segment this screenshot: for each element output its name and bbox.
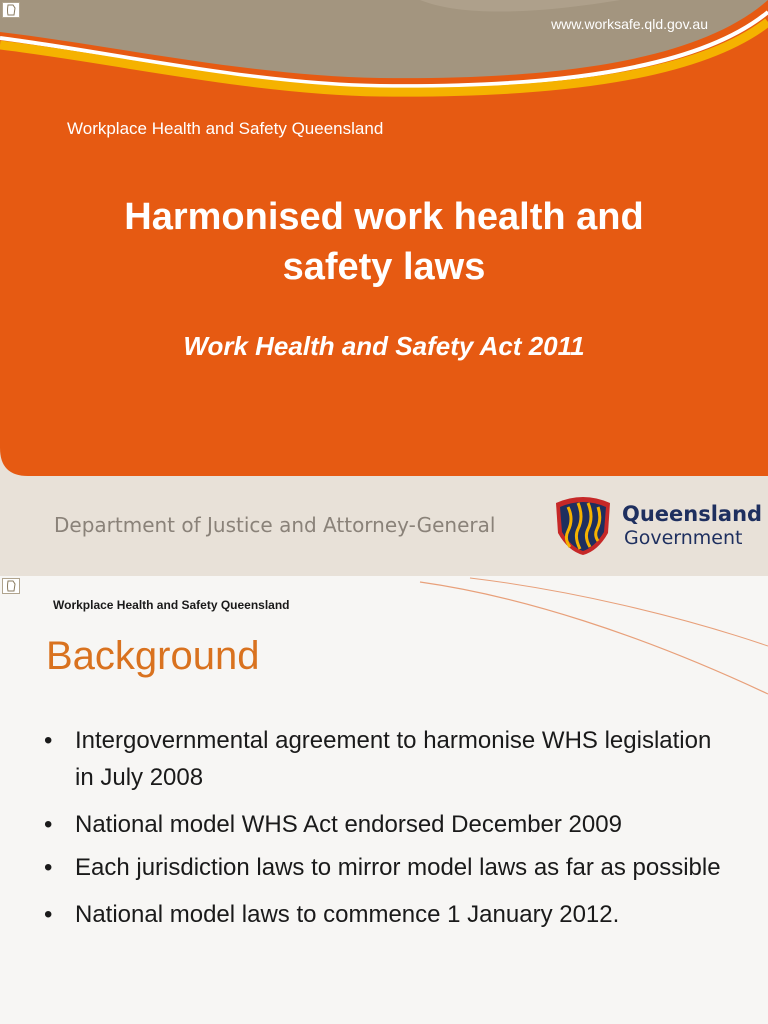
slide-title-line-2: safety laws — [282, 246, 486, 288]
background-slide — [0, 576, 768, 1024]
slide-icon — [2, 578, 20, 594]
slide-subtitle: Work Health and Safety Act 2011 — [183, 331, 585, 361]
website-url[interactable]: www.worksafe.qld.gov.au — [551, 16, 708, 32]
list-item: • National model WHS Act endorsed December 2009 — [44, 806, 724, 843]
slide-heading: Background — [46, 634, 260, 678]
list-item: • Each jurisdiction laws to mirror model laws as far as possible — [44, 849, 724, 886]
list-item: • Intergovernmental agreement to harmonise WHS legislation in July 2008 — [44, 722, 724, 796]
organisation-name: Workplace Health and Safety Queensland — [67, 119, 384, 138]
slide-title-line-1: Harmonised work health and — [124, 196, 644, 238]
slide-title — [0, 192, 768, 292]
list-item: • National model laws to commence 1 January 2012. — [44, 896, 724, 933]
government-name: Queensland — [622, 502, 763, 526]
organisation-name: Workplace Health and Safety Queensland — [53, 598, 290, 612]
slide-icon — [2, 2, 20, 18]
government-label: Government — [624, 527, 743, 549]
bullet-list — [44, 722, 724, 933]
queensland-coat-of-arms-icon — [548, 493, 618, 557]
department-name: Department of Justice and Attorney-General — [54, 513, 496, 537]
